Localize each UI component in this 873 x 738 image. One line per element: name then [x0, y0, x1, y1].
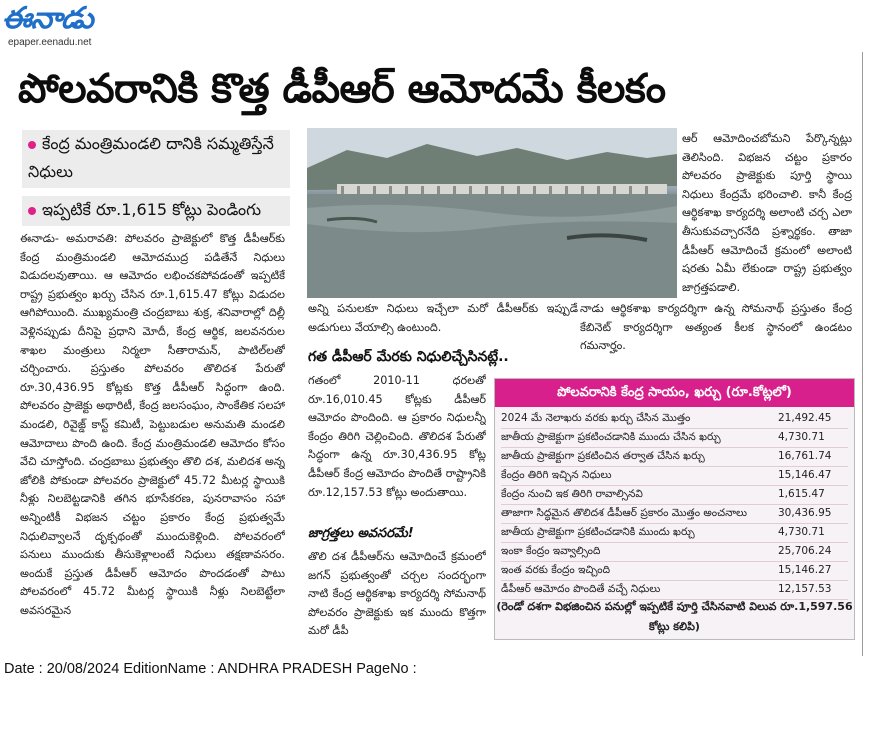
row-value: 25,706.24 — [778, 545, 832, 557]
article-column-2a — [308, 372, 486, 522]
row-value: 21,492.45 — [778, 412, 832, 424]
row-value: 12,157.53 — [778, 583, 832, 595]
row-value: 4,730.71 — [778, 431, 825, 443]
subhead-1 — [22, 130, 290, 188]
row-label: కేంద్రం నుంచి ఇక తిరిగి రావాల్సినవి — [501, 488, 643, 500]
subhead-2-text: ఇప్పటికే రూ.1,615 కోట్లు పెండింగు — [42, 200, 262, 219]
body-text-wide1: అన్ని పనులకూ నిధులు ఇచ్చేలా మరో డీపీఆర్‌కు ఇప్పుడే అడుగులు వేయాల్సి ఉంటుంది. — [308, 302, 578, 334]
dam-photo — [307, 128, 677, 298]
table-row — [501, 504, 848, 524]
row-label: 2024 మే నెలాఖరు వరకు ఖర్చు చేసిన మొత్తం — [501, 412, 691, 424]
body-text-wide2: నాడు ఆర్థికశాఖ కార్యదర్శిగా ఉన్న సోమనాథ్ ప్రస్తుతం కేంద్ర కేబినెట్ కార్యదర్శిగా అత్యంత కీలక స్థానంలో ఉండటం గమనార్హం. — [580, 302, 852, 353]
row-value: 15,146.47 — [778, 469, 832, 481]
eenadu-logo[interactable] — [2, 2, 137, 52]
dam-photo-illustration — [307, 128, 677, 298]
body-text-col2b: తొలి దశ డీపీఆర్‌ను ఆమోదించే క్రమంలో జగన్ ప్రభుత్వంతో చర్చల సందర్భంగా నాటి కేంద్ర ఆర్థికశాఖ కార్యదర్శి సోమనాథ్ పోలవరం ప్రాజెక్టుకు ఇక ముందు కొత్తగా మరో డీపీ — [308, 550, 486, 638]
row-value: 30,436.95 — [778, 507, 832, 519]
table-row — [501, 561, 848, 581]
row-value: 1,615.47 — [778, 488, 825, 500]
body-text-col2a: గతంలో 2010-11 ధరలతో రూ.16,010.45 కోట్లకు డీపీఆర్ ఆమోదం పొందింది. ఆ ప్రకారం నిధులన్నీ కేంద్రం తిరిగి చెల్లించింది. తొలిదశ పేరుతో సిద్ధంగా ఉన్న రూ.30,436.95 కోట్ల డీపీఆర్ కేంద్ర ఆమోదం పొందితే రాష్ట్రానికి రూ.12,157.53 కోట్లు అందుతాయి. — [308, 374, 486, 499]
article-headline: పోలవరానికి కొత్త డీపీఆర్ ఆమోదమే కీలకం — [18, 66, 666, 112]
row-value: 15,146.27 — [778, 564, 832, 576]
bullet-icon — [28, 141, 36, 149]
row-label: ఇంత వరకు కేంద్రం ఇచ్చింది — [501, 564, 611, 576]
sub-title: జాగ్రత్తలు అవసరమే! — [308, 526, 414, 541]
funding-table — [494, 378, 855, 640]
row-label: కేంద్రం తిరిగి ఇచ్చిన నిధులు — [501, 469, 612, 481]
edition-footer: Date : 20/08/2024 EditionName : ANDHRA PRADESH PageNo : — [4, 661, 417, 677]
table-note: (రెండో దశగా విభజించిన పనుల్లో ఇప్పటికే పూర్తి చేసినవాటి విలువ రూ.1,597.56 కోట్లు కలిపి) — [496, 600, 853, 633]
table-row — [501, 542, 848, 562]
row-label: ఇంకా కేంద్రం ఇవ్వాల్సింది — [501, 545, 601, 557]
table-row — [501, 428, 848, 448]
table-row — [501, 409, 848, 429]
article-wide-text-1 — [308, 300, 578, 338]
row-value: 16,761.74 — [778, 450, 832, 462]
article-column-1 — [20, 230, 285, 654]
row-label: జాతీయ ప్రాజెక్టుగా ప్రకటించడానికి ముందు చేసిన ఖర్చు — [501, 431, 721, 443]
row-value: 4,730.71 — [778, 526, 825, 538]
table-title: పోలవరానికి కేంద్ర సాయం, ఖర్చు (రూ.కోట్లలో) — [495, 379, 854, 407]
body-text-col1: ఈనాడు- అమరావతి: పోలవరం ప్రాజెక్టులో కొత్త డీపీఆర్‌కు కేంద్ర మంత్రిమండలి ఆమోదముద్ర పడితేనే నిధులు విడుదలవుతాయి. ఆ ఆమోదం లభించకపోవడంతో ఇప్పటికే రాష్ట్ర ప్రభుత్వం ఖర్చు చేసిన రూ.1,615.47 కోట్లు విడుదల ఆగిపోయింది. ముఖ్యమంత్రి చంద్రబాబు శుక్ర, శనివారాల్లో దిల్లీ వెళ్లినప్పుడు దీనిపై ప్రధాని మోదీ, కేంద్ర ఆర్థిక, జలవనరుల శాఖల మంత్రులు నిర్మలా సీతారామన్, పాటిల్‌లతో చర్చించారు. ప్రస్తుతం పోలవరం తొలిదశ పేరుతో రూ.30,436.95 కోట్లకు కొత్త డీపీఆర్ సిద్ధంగా ఉంది. పోలవరం ప్రాజెక్టు అథారిటీ, కేంద్ర జలసంఘం, సాంకేతిక సలహా మండలి, రివైజ్డ్ కాస్ట్ కమిటీ, పెట్టుబడుల అనుమతి మండలి ఆమోదాలు పొంది ఉంది. కేంద్ర మంత్రిమండలి ఆమోదం కోసం వేచి చూస్తోంది. చంద్రబాబు ప్రభుత్వం తొలి దశ, మలిదశ అన్న జోలికి పోకుండా పోలవరం ప్రాజెక్టులో 45.72 మీటర్ల స్థాయికి నీళ్లు నిలబెట్టడానికి తగిన భూసేకరణ, పునరావాసం సహా అన్నింటికీ విభజన చట్టం ప్రకారం కేంద్ర ప్రభుత్వమే నిధులివ్వాలనే దృక్పథంతో ముందుకెళ్లింది. పోలవరంలో పనులు ముందుకు తీసుకెళ్లాలంటే నిధులు తక్షణావసరం. అందుకే ప్రస్తుత డీపీఆర్ ఆమోదం పొందడంతో పాటు పోలవరంలో 45.72 మీటర్ల స్థాయికి నీళ్లు నిలబెట్టేలా అవసరమైన — [20, 232, 285, 617]
table-row — [501, 447, 848, 467]
row-label: జాతీయ ప్రాజెక్టుగా ప్రకటించిన తర్వాత చేసిన ఖర్చు — [501, 450, 705, 462]
table-row — [501, 466, 848, 486]
row-label: తాజాగా సిద్ధమైన తొలిదశ డీపీఆర్ ప్రకారం మొత్తం అంచనాలు — [501, 507, 748, 519]
bullet-icon — [28, 207, 36, 215]
table-row — [501, 485, 848, 505]
table-row — [501, 523, 848, 543]
row-label: జాతీయ ప్రాజెక్టుగా ప్రకటించడానికి ముందు ఖర్చు — [501, 526, 695, 538]
site-url: epaper.eenadu.net — [8, 37, 92, 48]
logo-wordmark: ఈనాడు — [2, 1, 93, 36]
article-column-2b — [308, 548, 486, 654]
subhead-2 — [22, 196, 290, 226]
subhead-1-text: కేంద్ర మంత్రిమండలి దానికి సమ్మతిస్తేనే నిధులు — [28, 134, 274, 181]
article-wide-text-2 — [580, 300, 852, 356]
section-title: గత డీపీఆర్ మేరకు నిధులిచ్చేసినట్లే.. — [308, 349, 509, 365]
row-label: డీపీఆర్ ఆమోదం పొందితే వచ్చే నిధులు — [501, 583, 661, 595]
body-text-col3: ఆర్ ఆమోదించబోమని పేర్కొన్నట్లు తెలిసింది. విభజన చట్టం ప్రకారం పోలవరం ప్రాజెక్టుకు పూర్తి స్థాయి నిధులు కేంద్రమే భరించాలి. కానీ కేంద్ర ఆర్థికశాఖ కార్యదర్శి అలాంటి చర్చ ఎలా తీసుకువచ్చారనేది ప్రశ్నార్థకం. తాజా డీపీఆర్ ఆమోదించే క్రమంలో అలాంటి షరతు ఏమీ లేకుండా రాష్ట్ర ప్రభుత్వం జాగ్రత్తపడాలి. — [682, 132, 852, 294]
